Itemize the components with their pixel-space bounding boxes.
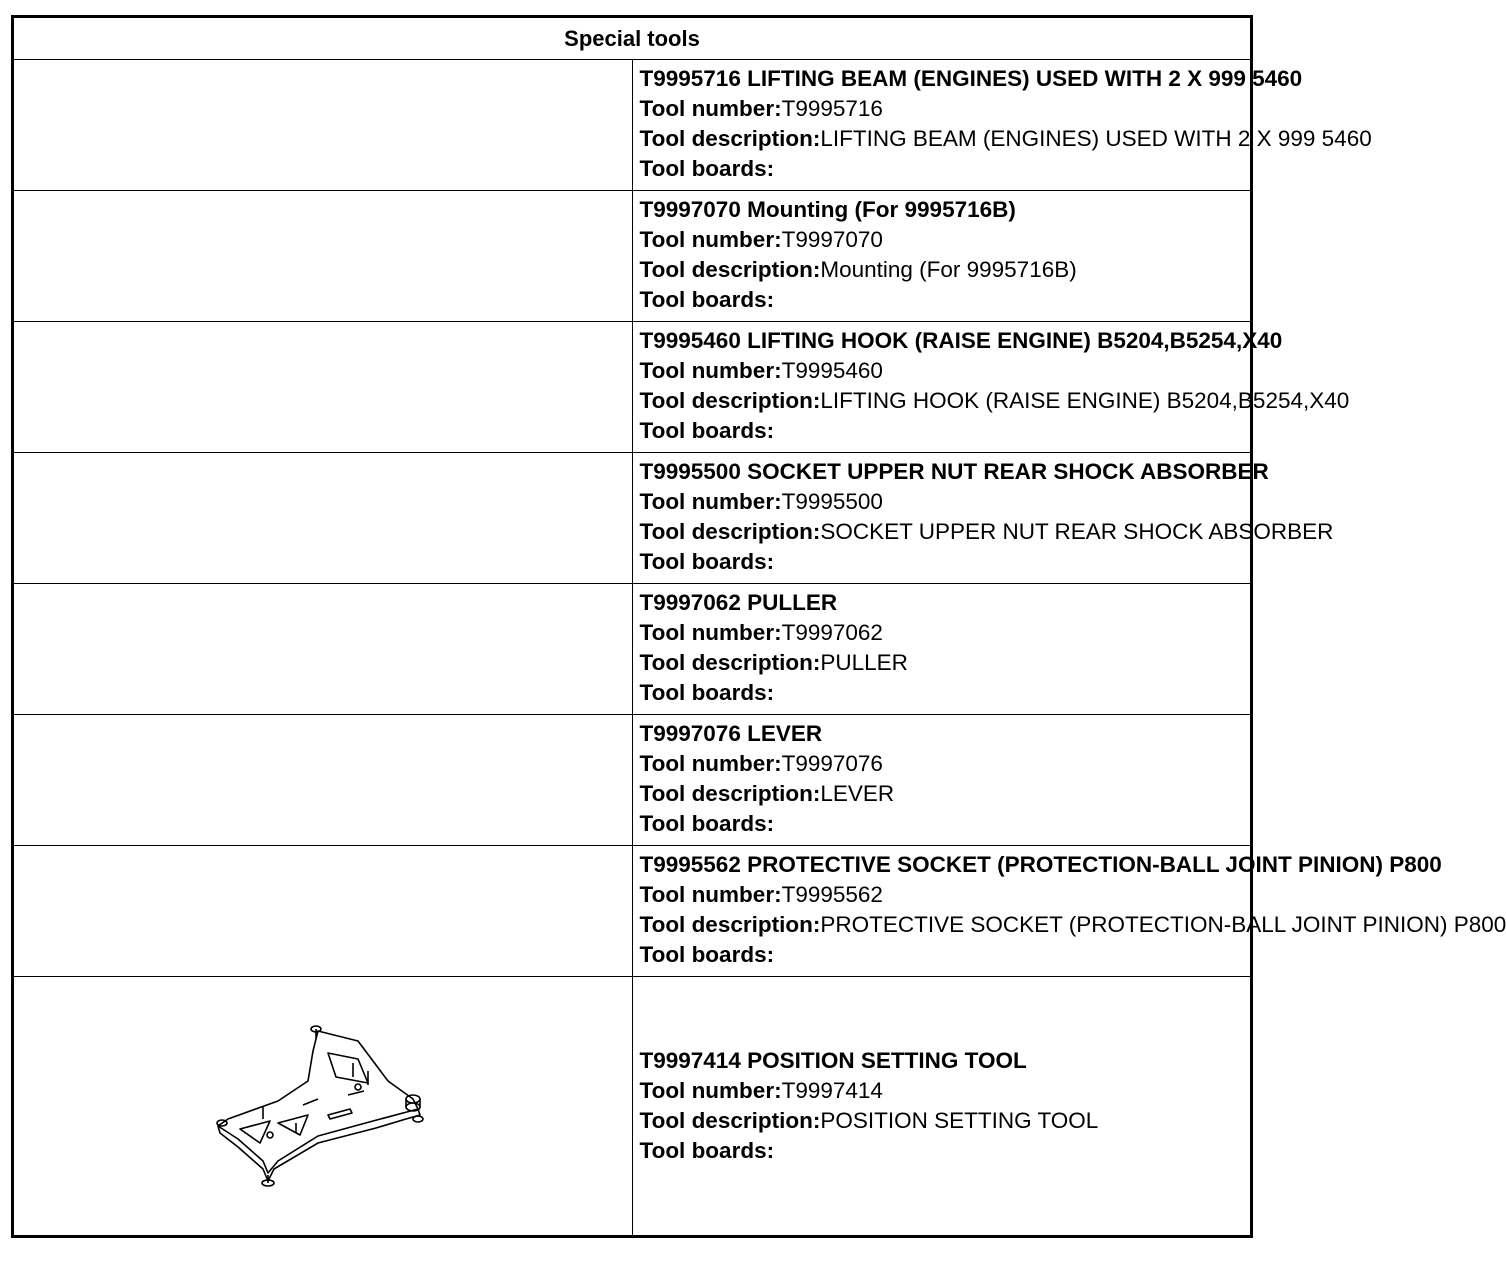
tool-info-cell — [632, 453, 1334, 584]
tool-image-cell — [13, 584, 633, 715]
tool-info-cell — [632, 715, 1252, 846]
tool-description-value: LIFTING BEAM (ENGINES) USED WITH 2 X 999 5460 — [820, 126, 1372, 151]
table-row — [13, 977, 1252, 1237]
tool-number-value: T9997414 — [781, 1078, 883, 1103]
tool-number-value: T9997070 — [781, 227, 883, 252]
tool-info-cell — [632, 584, 1252, 715]
tool-title: T9995460 LIFTING HOOK (RAISE ENGINE) B5204,B5254,X40 — [639, 328, 1283, 353]
tool-number-value: T9995500 — [781, 489, 883, 514]
tool-description-label: Tool description: — [639, 126, 821, 151]
tool-number-label: Tool number: — [639, 227, 782, 252]
tool-description-value: LEVER — [820, 781, 895, 806]
tool-title: T9997070 Mounting (For 9995716B) — [639, 197, 1016, 222]
tool-description-value: POSITION SETTING TOOL — [820, 1108, 1099, 1133]
tool-info-cell — [632, 60, 1372, 191]
tool-boards-label: Tool boards: — [639, 156, 775, 181]
table-row — [13, 453, 1252, 584]
tool-number-label: Tool number: — [639, 96, 782, 121]
tool-image-cell — [13, 977, 633, 1237]
table-header: Special tools — [13, 17, 1252, 60]
tool-description-value: Mounting (For 9995716B) — [820, 257, 1077, 282]
tool-title: T9995500 SOCKET UPPER NUT REAR SHOCK ABSORBER — [639, 459, 1269, 484]
tool-number-label: Tool number: — [639, 620, 782, 645]
tool-boards-label: Tool boards: — [639, 549, 775, 574]
tool-number-label: Tool number: — [639, 1078, 782, 1103]
tool-title: T9997076 LEVER — [639, 721, 823, 746]
tool-boards-label: Tool boards: — [639, 811, 775, 836]
tool-info-cell — [632, 191, 1252, 322]
tool-boards-label: Tool boards: — [639, 287, 775, 312]
tool-image-cell — [13, 191, 633, 322]
tool-info-cell — [632, 977, 1252, 1237]
table-row — [13, 715, 1252, 846]
table-row — [13, 846, 1252, 977]
tool-description-value: PROTECTIVE SOCKET (PROTECTION-BALL JOINT PINION) P800 — [820, 912, 1506, 937]
position-setting-tool-drawing — [208, 1011, 438, 1196]
tool-description-label: Tool description: — [639, 650, 821, 675]
tool-boards-label: Tool boards: — [639, 418, 775, 443]
tool-description-label: Tool description: — [639, 388, 821, 413]
special-tools-table — [11, 15, 1506, 1238]
tool-title: T9997414 POSITION SETTING TOOL — [639, 1048, 1027, 1073]
tool-number-label: Tool number: — [639, 751, 782, 776]
tool-boards-label: Tool boards: — [639, 942, 775, 967]
tool-description-value: LIFTING HOOK (RAISE ENGINE) B5204,B5254,X40 — [820, 388, 1350, 413]
tool-number-value: T9995716 — [781, 96, 883, 121]
tool-boards-label: Tool boards: — [639, 680, 775, 705]
tool-title: T9995716 LIFTING BEAM (ENGINES) USED WITH 2 X 999 5460 — [639, 66, 1303, 91]
tool-description-label: Tool description: — [639, 1108, 821, 1133]
tool-image-cell — [13, 846, 633, 977]
tool-info-cell — [632, 846, 1506, 977]
tool-image-cell — [13, 322, 633, 453]
table-header-row — [13, 17, 1252, 60]
tool-image-cell — [13, 715, 633, 846]
tool-description-label: Tool description: — [639, 257, 821, 282]
tool-number-value: T9995562 — [781, 882, 883, 907]
tool-number-value: T9997076 — [781, 751, 883, 776]
tool-title: T9997062 PULLER — [639, 590, 838, 615]
tool-number-label: Tool number: — [639, 489, 782, 514]
tool-image-cell — [13, 453, 633, 584]
table-row — [13, 584, 1252, 715]
tool-description-label: Tool description: — [639, 781, 821, 806]
tool-title: T9995562 PROTECTIVE SOCKET (PROTECTION-BALL JOINT PINION) P800 — [639, 852, 1442, 877]
tool-number-value: T9997062 — [781, 620, 883, 645]
tool-image-cell — [13, 60, 633, 191]
tool-number-label: Tool number: — [639, 882, 782, 907]
tool-description-label: Tool description: — [639, 912, 821, 937]
tool-number-value: T9995460 — [781, 358, 883, 383]
table-row — [13, 191, 1252, 322]
tool-number-label: Tool number: — [639, 358, 782, 383]
tool-description-value: SOCKET UPPER NUT REAR SHOCK ABSORBER — [820, 519, 1334, 544]
table-row — [13, 60, 1252, 191]
table-row — [13, 322, 1252, 453]
tool-info-cell — [632, 322, 1350, 453]
tool-description-label: Tool description: — [639, 519, 821, 544]
tool-description-value: PULLER — [820, 650, 908, 675]
tool-boards-label: Tool boards: — [639, 1138, 775, 1163]
